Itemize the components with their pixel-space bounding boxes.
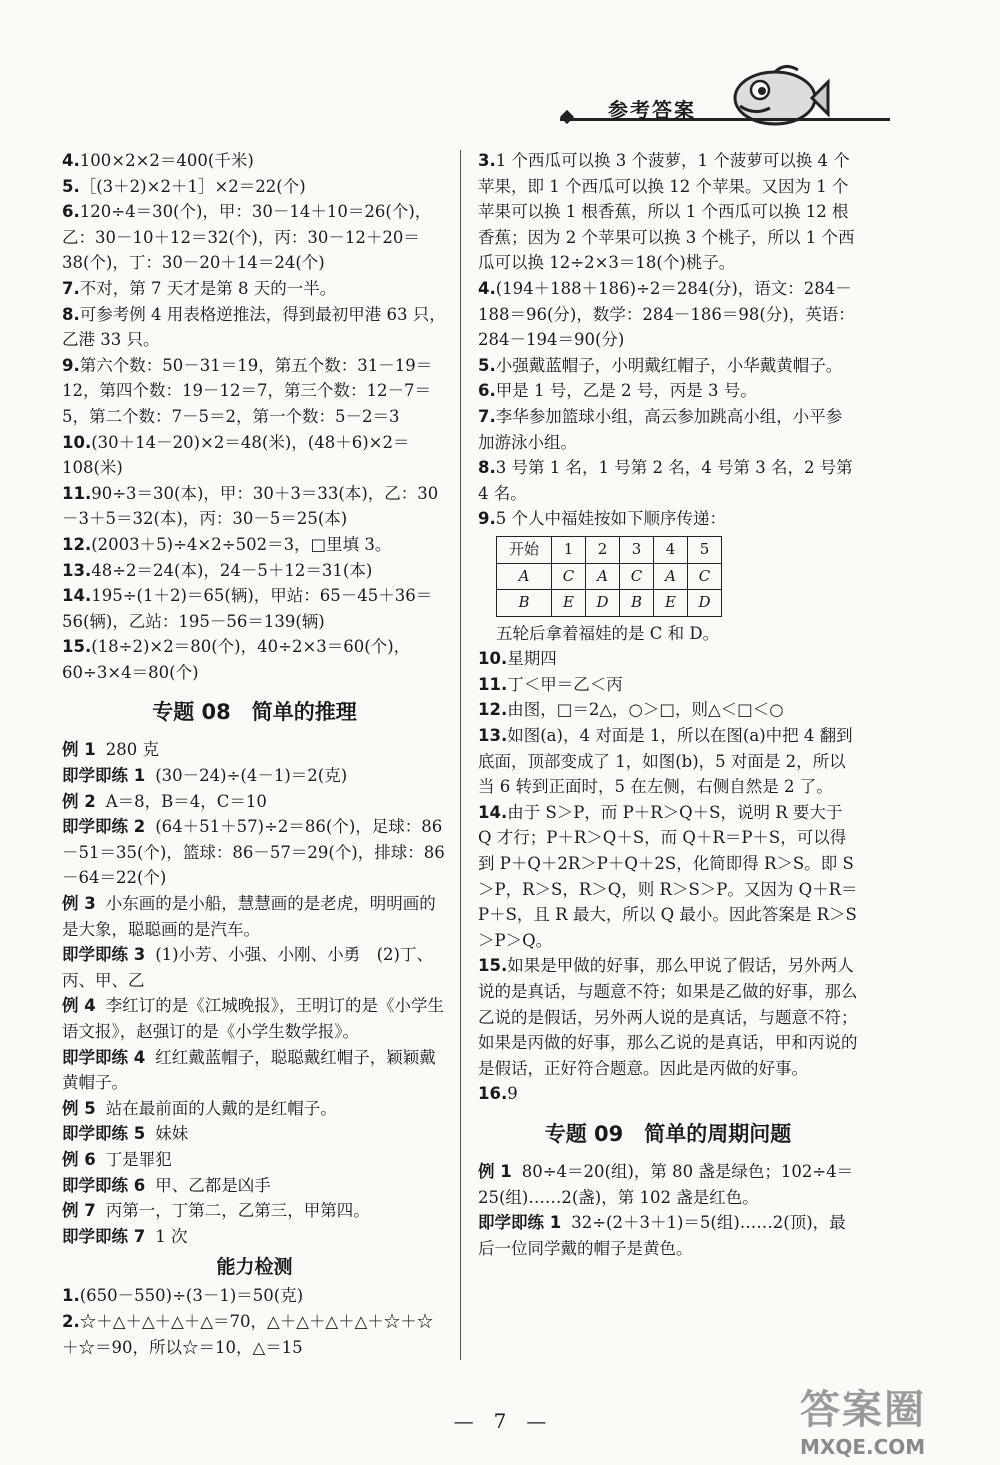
answer-number: 16. <box>478 1084 508 1104</box>
watermark-bottom: MXQE.COM <box>800 1435 926 1459</box>
example-label: 例 2 <box>62 791 96 811</box>
answer-number: 9. <box>478 509 496 529</box>
answer-number: 15. <box>62 637 92 657</box>
answer-number: 5. <box>478 355 496 375</box>
example-label: 即学即练 4 <box>62 1047 146 1067</box>
answer-item <box>478 455 858 506</box>
example-label: 即学即练 2 <box>62 817 146 837</box>
table-cell: D <box>586 590 620 617</box>
example-item <box>62 763 447 789</box>
right-example-list <box>478 1159 858 1261</box>
answer-item <box>478 723 858 800</box>
answer-text: ☆＋△＋△＋△＋△＝70，△＋△＋△＋△＋☆＋☆＋☆＝90，所以☆＝10，△＝15 <box>62 1311 434 1357</box>
answer-text: (30－24)÷(4－1)＝2(克) <box>155 766 348 786</box>
example-label: 例 1 <box>478 1161 512 1181</box>
answer-text: 1 次 <box>155 1226 188 1246</box>
answer-number: 3. <box>478 151 496 170</box>
header-title: 参考答案 <box>608 98 696 122</box>
table-row <box>497 590 722 617</box>
header-diamond <box>560 110 574 124</box>
answer-number: 8. <box>62 304 80 324</box>
example-label: 例 5 <box>62 1098 96 1118</box>
answer-number: 14. <box>62 586 92 606</box>
example-item <box>62 789 447 815</box>
answer-text: 站在最前面的人戴的是红帽子。 <box>105 1098 337 1118</box>
watermark-top: 答案圈 <box>800 1387 926 1433</box>
answer-text: 5 个人中福娃按如下顺序传递： <box>495 509 726 529</box>
answer-item <box>478 276 858 353</box>
answer-text: 195÷(1＋2)＝65(辆)，甲站：65－45＋36＝56(辆)，乙站：195－56＝139(辆) <box>62 586 433 631</box>
answer-text: 小东画的是小船，慧慧画的是老虎，明明画的是大象，聪聪画的是汽车。 <box>62 894 436 939</box>
example-item <box>62 1198 447 1224</box>
answer-item <box>62 558 447 584</box>
table-cell: A <box>654 563 688 590</box>
answer-text: 3 号第 1 名，1 号第 2 名，4 号第 3 名，2 号第 4 名。 <box>478 458 853 503</box>
answer-text: 丁＜甲＝乙＜丙 <box>507 674 623 694</box>
answer-item <box>62 634 447 685</box>
example-item <box>478 1210 858 1261</box>
example-item <box>62 891 447 942</box>
answer-item <box>478 506 858 532</box>
table-cell: 1 <box>552 536 586 563</box>
answer-text: A＝8，B＝4，C＝10 <box>105 791 267 811</box>
table-row <box>497 536 722 563</box>
answer-text: (1)小芳、小强、小刚、小勇 (2)丁、丙、甲、乙 <box>62 945 433 990</box>
table-cell: 2 <box>586 536 620 563</box>
answer-text: 120÷4＝30(个)，甲：30－14＋10＝26(个)，乙：30－10＋12＝32(个)，丙：30－12＋20＝38(个)，丁：30－20＋14＝24(个) <box>62 202 432 273</box>
example-item <box>62 993 447 1044</box>
watermark-logo <box>800 1378 995 1463</box>
answer-number: 14. <box>478 802 508 822</box>
answer-text: 丙第一，丁第二，乙第三，甲第四。 <box>105 1201 370 1221</box>
table-cell: C <box>552 563 586 590</box>
answer-item <box>62 174 447 200</box>
example-label: 即学即练 5 <box>62 1124 146 1144</box>
answer-text: (2003＋5)÷4×2÷502＝3，□里填 3。 <box>91 534 392 554</box>
example-label: 即学即练 1 <box>478 1213 562 1233</box>
answer-text: 小强戴蓝帽子，小明戴红帽子，小华戴黄帽子。 <box>495 355 843 375</box>
answer-number: 8. <box>478 458 496 478</box>
answer-number: 13. <box>478 726 508 746</box>
answer-item <box>62 353 447 430</box>
answer-text: (194＋188＋186)÷2＝284(分)，语文：284－188＝96(分)，数学：284－186＝98(分)，英语：284－194＝90(分) <box>478 278 855 350</box>
table-cell: C <box>688 563 722 590</box>
answer-item <box>478 1081 858 1107</box>
answer-item <box>62 481 447 532</box>
answer-text: 不对，第 7 天才是第 8 天的一半。 <box>79 278 337 298</box>
pass-order-table <box>496 536 722 617</box>
answer-item <box>62 430 447 481</box>
answer-number: 6. <box>62 202 80 222</box>
answer-text: (64＋51＋57)÷2＝86(个)，足球：86－51＝35(个)，篮球：86－57＝29(个)，排球：86－64＝22(个) <box>62 817 445 888</box>
answer-text: 红红戴蓝帽子，聪聪戴红帽子，颖颖戴黄帽子。 <box>62 1047 436 1093</box>
answer-number: 5. <box>62 176 80 196</box>
page-header <box>560 60 890 140</box>
answer-item <box>62 148 447 174</box>
answer-text: 由图，□＝2△，○＞□，则△＜□＜○ <box>507 700 784 720</box>
answer-number: 15. <box>478 956 508 976</box>
answer-text: 李红订的是《江城晚报》，王明订的是《小学生语文报》，赵强订的是《小学生数学报》。 <box>62 996 444 1041</box>
answer-number: 7. <box>62 278 80 298</box>
answer-text: 280 克 <box>105 740 159 760</box>
table-row <box>497 563 722 590</box>
example-label: 例 3 <box>62 894 96 914</box>
left-answer-list <box>62 148 447 685</box>
answer-item <box>478 378 858 404</box>
example-label: 即学即练 7 <box>62 1226 146 1246</box>
answer-text: (30＋14－20)×2＝48(米)，(48＋6)×2＝108(米) <box>62 432 410 478</box>
ability-test-list <box>62 1283 447 1360</box>
table-cell: B <box>497 590 552 617</box>
table-cell: E <box>552 590 586 617</box>
example-item <box>62 1224 447 1250</box>
answer-item <box>62 1309 447 1360</box>
answer-text: 100×2×2＝400(千米) <box>79 151 254 170</box>
answer-number: 12. <box>62 534 92 554</box>
answer-number: 4. <box>478 278 496 298</box>
answer-item <box>62 302 447 353</box>
answer-text: 第六个数：50－31＝19，第五个数：31－19＝12，第四个数：19－12＝7，第三个数：12－7＝5，第二个数：7－5＝2，第一个数：5－2＝3 <box>62 355 433 426</box>
answer-text: 9 <box>507 1084 518 1104</box>
example-label: 例 7 <box>62 1201 96 1221</box>
table-cell: C <box>620 563 654 590</box>
answer-text: (18÷2)×2＝80(个)，40÷2×3＝60(个)，60÷3×4＝80(个) <box>62 637 411 682</box>
answer-number: 13. <box>62 560 92 580</box>
answer-item <box>62 532 447 558</box>
example-item <box>62 1173 447 1199</box>
column-divider <box>460 150 461 1360</box>
example-item <box>62 814 447 891</box>
answer-item <box>62 199 447 276</box>
answer-number: 11. <box>62 483 92 503</box>
answer-item <box>478 353 858 379</box>
answer-number: 10. <box>62 432 92 452</box>
section-title-09: 专题 09 简单的周期问题 <box>544 1121 792 1146</box>
table-cell: E <box>654 590 688 617</box>
answer-text: 如图(a)，4 对面是 1，所以在图(a)中把 4 翻到底面，顶部变成了 1，如图(b)，5 对面是 2，所以当 6 转到正面时，5 在左侧，右侧自然是 2 了。 <box>478 726 853 797</box>
answer-text: (650－550)÷(3－1)＝50(克) <box>79 1286 304 1306</box>
example-label: 例 6 <box>62 1149 96 1169</box>
example-label: 例 4 <box>62 996 96 1016</box>
right-column <box>478 148 858 1261</box>
right-answer-list <box>478 148 858 532</box>
answer-item <box>478 953 858 1081</box>
left-column <box>62 148 447 1360</box>
table-cell: 5 <box>688 536 722 563</box>
example-item <box>62 737 447 763</box>
right-answer-list-2 <box>478 646 858 1107</box>
answer-item <box>62 583 447 634</box>
example-item <box>62 1147 447 1173</box>
answer-item <box>62 1283 447 1309</box>
answer-text: 甲是 1 号，乙是 2 号，丙是 3 号。 <box>495 381 757 401</box>
ability-test-title: 能力检测 <box>216 1256 293 1279</box>
answer-item <box>62 276 447 302</box>
answer-text: 32÷(2＋3＋1)＝5(组)……2(顶)，最后一位同学戴的帽子是黄色。 <box>478 1213 846 1258</box>
answer-text: 80÷4＝20(组)，第 80 盏是绿色；102÷4＝25(组)……2(盏)，第 102 盏是红色。 <box>478 1161 854 1207</box>
section-title-08: 专题 08 简单的推理 <box>152 700 357 725</box>
answer-text: 李华参加篮球小组，高云参加跳高小组，小平参加游泳小组。 <box>478 406 843 452</box>
answer-text: 1 个西瓜可以换 3 个菠萝，1 个菠萝可以换 4 个苹果，即 1 个西瓜可以换 12 个苹果。又因为 1 个苹果可以换 1 根香蕉，所以 1 个西瓜可以换 12 根香蕉；因为 2 个苹果可以换 3 个桃子，所以 1 个西瓜可以换 12÷2×3＝18(个)桃子。 <box>478 151 855 273</box>
table-cell: 4 <box>654 536 688 563</box>
example-label: 例 1 <box>62 740 96 760</box>
answer-number: 11. <box>478 674 508 694</box>
answer-number: 6. <box>478 381 496 401</box>
table-cell: 3 <box>620 536 654 563</box>
answer-text: 甲、乙都是凶手 <box>155 1175 271 1195</box>
answer-number: 9. <box>62 355 80 375</box>
answer-number: 12. <box>478 700 508 720</box>
table-cell: A <box>586 563 620 590</box>
answer-number: 10. <box>478 649 508 669</box>
left-example-list <box>62 737 447 1249</box>
example-item <box>62 1045 447 1096</box>
table-cell: D <box>688 590 722 617</box>
table-cell: 开始 <box>497 536 552 563</box>
table-cell: A <box>497 563 552 590</box>
page-number: — 7 — <box>453 1409 547 1433</box>
answer-item <box>478 672 858 698</box>
answer-text: ［(3＋2)×2＋1］×2＝22(个) <box>79 176 306 196</box>
answer-text: 星期四 <box>507 649 557 669</box>
example-item <box>62 1121 447 1147</box>
answer-text: 可参考例 4 用表格逆推法，得到最初甲港 63 只，乙港 33 只。 <box>62 304 446 350</box>
answer-text: 48÷2＝24(本)，24－5＋12＝31(本) <box>91 560 373 580</box>
answer-item <box>478 404 858 455</box>
example-label: 即学即练 1 <box>62 766 146 786</box>
after-table-text: 五轮后拿着福娃的是 C 和 D。 <box>496 623 720 643</box>
example-label: 即学即练 6 <box>62 1175 146 1195</box>
answer-number: 7. <box>478 406 496 426</box>
answer-text: 90÷3＝30(本)，甲：30＋3＝33(本)，乙：30－3＋5＝32(本)，丙：30－5＝25(本) <box>62 483 439 529</box>
answer-text: 妹妹 <box>155 1124 189 1144</box>
answer-text: 丁是罪犯 <box>105 1149 172 1169</box>
answer-item <box>478 800 858 954</box>
example-item <box>62 1096 447 1122</box>
answer-item <box>478 697 858 723</box>
example-item <box>62 942 447 993</box>
answer-item <box>478 148 858 276</box>
table-cell: B <box>620 590 654 617</box>
answer-number: 2. <box>62 1311 80 1331</box>
answer-number: 4. <box>62 151 80 170</box>
answer-item <box>478 646 858 672</box>
example-label: 即学即练 3 <box>62 945 146 965</box>
answer-text: 由于 S＞P，而 P＋R＞Q＋S，说明 R 要大于 Q 才行；P＋R＞Q＋S，而 Q＋R＝P＋S，可以得到 P＋Q＋2R＞P＋Q＋2S，化简即得 R＞S。即 S＞P，R＞S，R＞Q，则 R＞S＞P。又因为 Q＋R＝P＋S，且 R 最大，所以 Q 最小。因此答案是 R＞S＞P＞Q。 <box>478 802 858 950</box>
example-item <box>478 1159 858 1210</box>
answer-text: 如果是甲做的好事，那么甲说了假话，另外两人说的是真话，与题意不符；如果是乙做的好事，那么乙说的是假话，另外两人说的是真话，与题意不符；如果是丙做的好事，那么乙说的是真话，甲和丙说的是假话，正好符合题意。因此是丙做的好事。 <box>478 956 858 1078</box>
answer-number: 1. <box>62 1286 80 1306</box>
